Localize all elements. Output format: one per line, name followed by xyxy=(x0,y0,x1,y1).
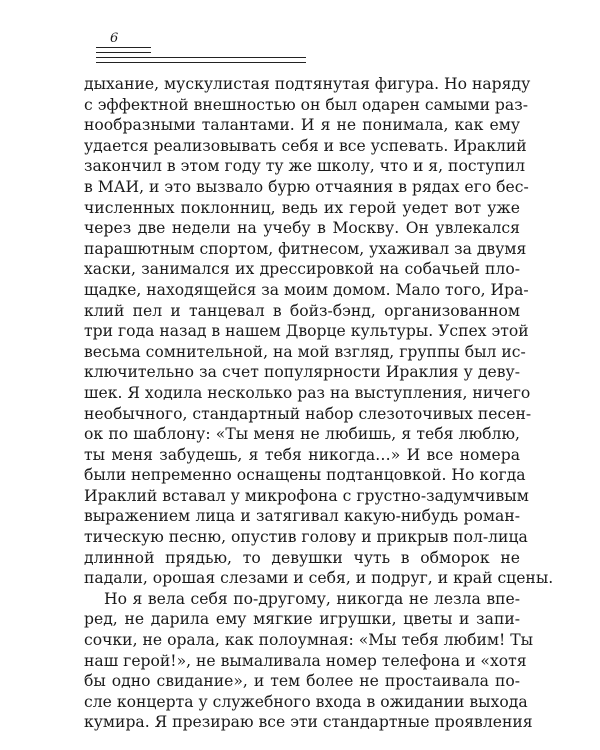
text-line: щадке, находящейся за моим домом. Мало того, Ира- xyxy=(84,280,529,299)
text-line: через две недели на учебу в Москву. Он увлекался xyxy=(84,219,520,238)
text-line: хаски, занимался их дрессировкой на собачьей пло- xyxy=(84,260,520,279)
text-line: ты меня забудешь, я тебя никогда…» И все номера xyxy=(84,445,520,464)
text-line: сле концерта у служебного входа в ожидании выхода xyxy=(84,692,528,711)
header-rule xyxy=(96,47,151,48)
text-line: шек. Я ходила несколько раз на выступления, ничего xyxy=(84,383,531,402)
text-line: Но я вела себя по-другому, никогда не лезла впе- xyxy=(104,589,520,608)
text-line: тическую песню, опустив голову и прикрыв пол-лица xyxy=(84,528,528,547)
text-line: сочки, не орала, как полоумная: «Мы тебя любим! Ты xyxy=(84,631,534,650)
text-line: дыхание, мускулистая подтянутая фигура. Но наряду xyxy=(84,75,531,93)
text-line: необычного, стандартный набор слезоточивых песен- xyxy=(84,404,532,423)
text-line: закончил в этом году ту же школу, что и я, поступил xyxy=(84,157,526,176)
header-rule xyxy=(96,62,306,63)
text-line: в МАИ, и это вызвало бурю отчаяния в рядах его бес- xyxy=(84,177,529,196)
text-line: парашютным спортом, фитнесом, ухаживал за двумя xyxy=(84,239,527,258)
body-text xyxy=(84,74,554,733)
text-line: были непременно оснащены подтанцовкой. Но когда xyxy=(84,466,526,485)
text-line: численных поклонниц, ведь их герой уедет вот уже xyxy=(84,198,520,217)
text-line: клий пел и танцевал в бойз-бэнд, организованном xyxy=(84,301,520,320)
text-line: с эффектной внешностью он был одарен самыми раз- xyxy=(84,95,528,114)
text-line: выражением лица и затягивал какую-нибудь роман- xyxy=(84,507,520,526)
text-line: Ираклий вставал у микрофона с грустно-задумчивым xyxy=(84,486,529,505)
text-line: удается реализовывать себя и все успевать. Ираклий xyxy=(84,136,527,155)
text-line: кумира. Я презираю все эти стандартные проявления xyxy=(84,713,533,732)
text-line: бы одно свидание», и тем более не простаивала по- xyxy=(84,672,520,691)
text-line: три года назад в нашем Дворце культуры. Успех этой xyxy=(84,322,529,341)
page-number: 6 xyxy=(110,31,119,46)
text-line: падали, орошая слезами и себя, и подруг, и край сцены. xyxy=(84,569,554,588)
text-line: ключительно за счет популярности Ираклия у деву- xyxy=(84,363,520,382)
header-rule xyxy=(96,52,151,53)
text-line: нообразными талантами. И я не понимала, как ему xyxy=(84,116,520,135)
text-line: ок по шаблону: «Ты меня не любишь, я тебя люблю, xyxy=(84,425,520,444)
text-line: длинной прядью, то девушки чуть в обморок не xyxy=(84,548,520,567)
header-rule xyxy=(96,57,306,58)
text-line: наш герой!», не вымаливала номер телефона и «хотя xyxy=(84,651,527,670)
text-line: ред, не дарила ему мягкие игрушки, цветы и запи- xyxy=(84,610,520,629)
text-line: весьма сомнительной, на мой взгляд, группы был ис- xyxy=(84,342,526,361)
